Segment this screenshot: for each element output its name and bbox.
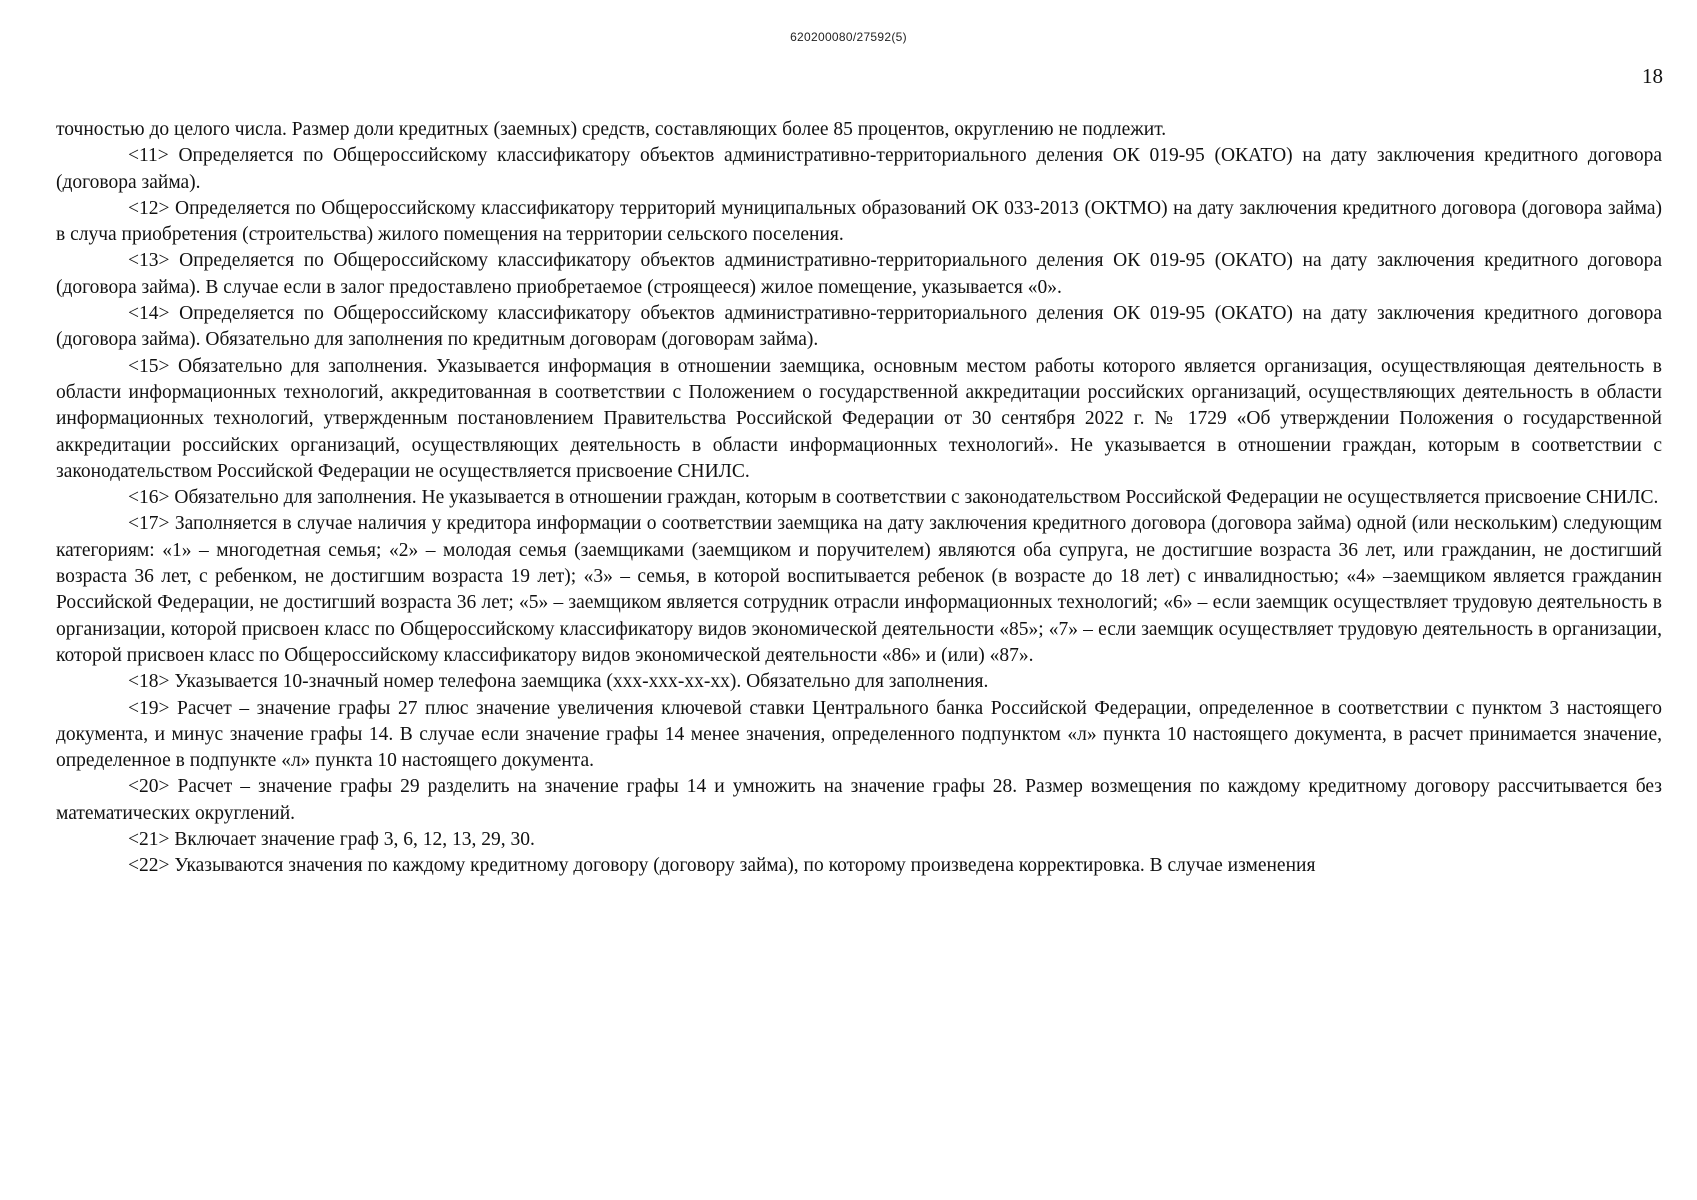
footnote-22: <22> Указываются значения по каждому кредитному договору (договору займа), по которому произведена корректировка. В случае изменения — [128, 855, 1316, 877]
footnotes-body — [56, 117, 1662, 880]
footnote-20: <20> Расчет – значение графы 29 разделить на значение графы 14 и умножить на значение графы 28. Размер возмещения по каждому кредитному договору рассчитывается без математических округлений. — [56, 776, 1662, 824]
footnote-15: <15> Обязательно для заполнения. Указывается информация в отношении заемщика, основным местом работы которого является организация, осуществляющая деятельность в области информационных технологий, аккредитованная в соответствии с Положением о государственной аккредитации российских организаций, осуществляющих деятельность в области информационных технологий, утвержденным постановлением Правительства Российской Федерации от 30 сентября 2022 г. № 1729 «Об утверждении Положения о государственной аккредитации российских организаций, осуществляющих деятельность в области информационных технологий». Не указывается в отношении граждан, которым в соответствии с законодательством Российской Федерации не осуществляется присвоение СНИЛС. — [56, 355, 1662, 482]
footnote-11: <11> Определяется по Общероссийскому классификатору объектов административно-территориального деления ОК 019-95 (ОКАТО) на дату заключения кредитного договора (договора займа). — [56, 145, 1662, 193]
footnote-21: <21> Включает значение граф 3, 6, 12, 13, 29, 30. — [128, 829, 535, 851]
document-id: 620200080/27592(5) — [790, 30, 907, 44]
footnote-19: <19> Расчет – значение графы 27 плюс значение увеличения ключевой ставки Центрального банка Российской Федерации, определенное в соответствии с пунктом 3 настоящего документа, и минус значение графы 14. В случае если значение графы 14 менее значения, определенного подпунктом «л» пункта 10 настоящего документа, в расчет принимается значение, определенное в подпункте «л» пункта 10 настоящего документа. — [56, 697, 1662, 772]
footnote-13: <13> Определяется по Общероссийскому классификатору объектов административно-территориального деления ОК 019-95 (ОКАТО) на дату заключения кредитного договора (договора займа). В случае если в залог предоставлено приобретаемое (строящееся) жилое помещение, указывается «0». — [56, 250, 1662, 298]
footnote-16: <16> Обязательно для заполнения. Не указывается в отношении граждан, которым в соответствии с законодательством Российской Федерации не осуществляется присвоение СНИЛС. — [128, 487, 1659, 509]
page-number: 18 — [1642, 64, 1663, 88]
paragraph-continuation: точностью до целого числа. Размер доли кредитных (заемных) средств, составляющих более 85 процентов, округлению не подлежит. — [56, 119, 1167, 140]
footnote-12: <12> Определяется по Общероссийскому классификатору территорий муниципальных образований ОК 033-2013 (ОКТМО) на дату заключения кредитного договора (договора займа) в случа приобретения (строительства) жилого помещения на территории сельского поселения. — [56, 197, 1662, 246]
footnote-17: <17> Заполняется в случае наличия у кредитора информации о соответствии заемщика на дату заключения кредитного договора (договора займа) одной (или нескольким) следующим категориям: «1» – многодетная семья; «2» – молодая семья (заемщиками (заемщиком и поручителем) являются оба супруга, не достигшие возраста 36 лет, или гражданин, не достигший возраста 36 лет, с ребенком, не достигшим возраста 19 лет); «3» – семья, в которой воспитывается ребенок (в возрасте до 18 лет) с инвалидностью; «4» –заемщиком является гражданин Российской Федерации, не достигший возраста 36 лет; «5» – заемщиком является сотрудник отрасли информационных технологий; «6» – если заемщик осуществляет трудовую деятельность в организации, которой присвоен класс по Общероссийскому классификатору видов экономической деятельности «85»; «7» – если заемщик осуществляет трудовую деятельность в организации, которой присвоен класс по Общероссийскому классификатору видов экономической деятельности «86» и (или) «87». — [56, 513, 1662, 666]
footnote-14: <14> Определяется по Общероссийскому классификатору объектов административно-территориального деления ОК 019-95 (ОКАТО) на дату заключения кредитного договора (договора займа). Обязательно для заполнения по кредитным договорам (договорам займа). — [56, 303, 1662, 351]
footnote-18: <18> Указывается 10-значный номер телефона заемщика (ххх-ххх-хх-хх). Обязательно для заполнения. — [128, 671, 989, 693]
